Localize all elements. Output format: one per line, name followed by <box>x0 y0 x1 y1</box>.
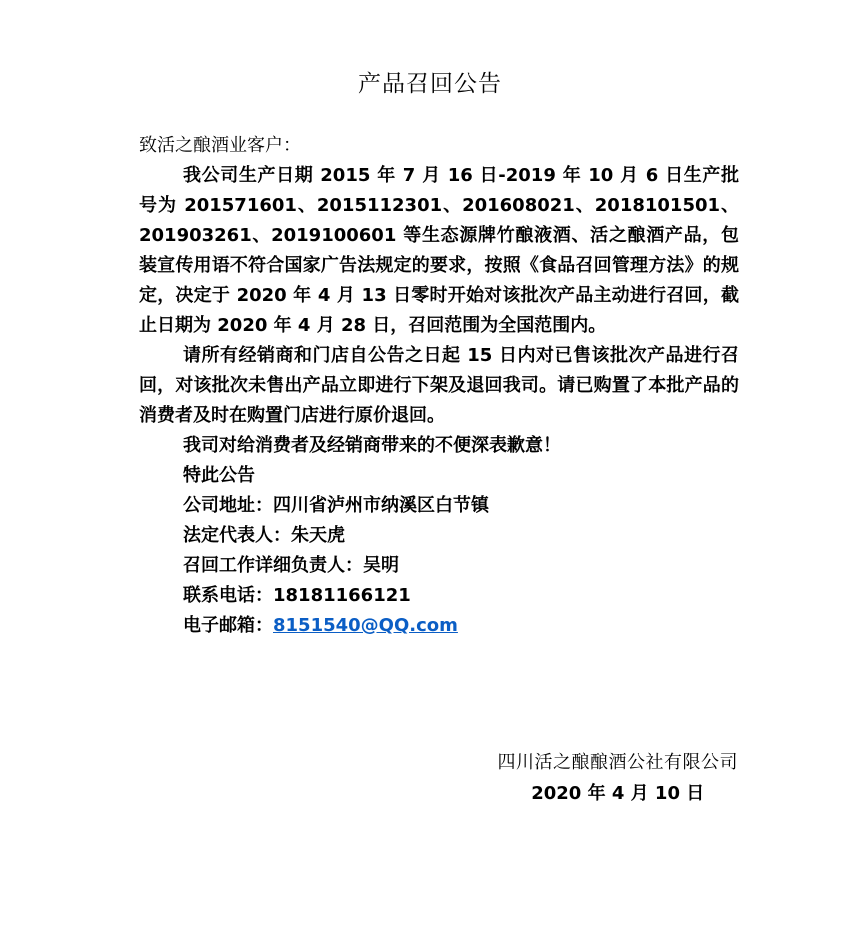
notice-line: 特此公告 <box>183 465 255 486</box>
email-label: 电子邮箱： <box>183 615 273 636</box>
recall-lead: 召回工作详细负责人：吴明 <box>183 555 399 576</box>
page-title: 产品召回公告 <box>358 71 502 97</box>
company-address: 公司地址：四川省泸州市纳溪区白节镇 <box>183 495 489 516</box>
signature-company: 四川活之酿酿酒公社有限公司 <box>497 752 738 773</box>
salutation: 致活之酿酒业客户： <box>139 135 301 156</box>
notice-body <box>139 131 739 641</box>
signature-block <box>498 748 739 809</box>
legal-representative: 法定代表人：朱天虎 <box>183 525 345 546</box>
apology-line: 我司对给消费者及经销商带来的不便深表歉意！ <box>183 435 561 456</box>
recall-details-paragraph: 我公司生产日期 2015 年 7 月 16 日-2019 年 10 月 6 日生产批号为 201571601、2015112301、201608021、2018101501、201903261、2019100601 等生态源牌竹酿液酒、活之酿酒产品，包装宣传用语不符合国家广告法规定的要求，按照《食品召回管理方法》的规定，决定于 2020 年 4 月 13 日零时开始对该批次产品主动进行召回，截止日期为 2020 年 4 月 28 日，召回范围为全国范围内。 <box>139 165 739 336</box>
email-link[interactable]: 8151540@QQ.com <box>273 615 458 636</box>
contact-phone: 联系电话：18181166121 <box>183 585 411 606</box>
dealer-instructions-paragraph: 请所有经销商和门店自公告之日起 15 日内对已售该批次产品进行召回，对该批次未售出产品立即进行下架及退回我司。请已购置了本批产品的消费者及时在购置门店进行原价退回。 <box>139 345 739 426</box>
signature-date: 2020 年 4 月 10 日 <box>531 783 705 804</box>
contact-email-row <box>139 611 739 641</box>
